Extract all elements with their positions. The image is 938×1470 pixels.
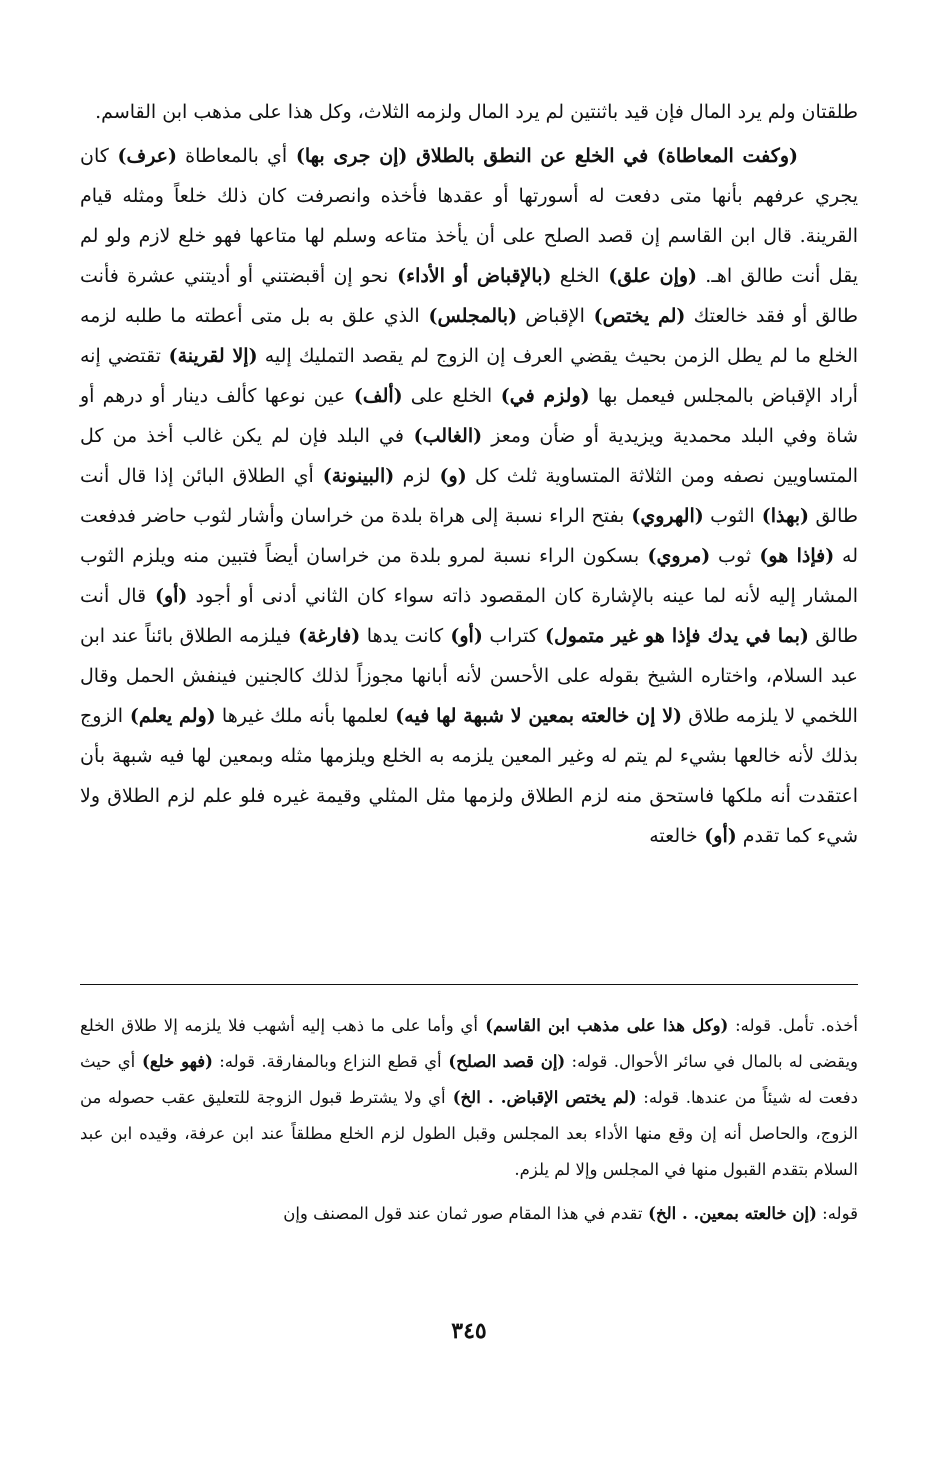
- commentary-text: الخلع: [551, 265, 600, 287]
- footnote-paragraph-1: [80, 1008, 858, 1188]
- commentary-text: أي ولا يشترط قبول الزوجة للتعليق عقب حصوله من الزوج، والحاصل أنه إن وقع منها الأداء بعد المجلس وقبل الطول لزم الخلع مطلقاً عند ابن عرفة، وقيده ابن عبد السلام بتقدم القبول منها في المجلس وإلا لم يلزم.: [80, 1088, 858, 1179]
- bold-matn-phrase: (وكل هذا على مذهب ابن القاسم): [477, 1016, 729, 1035]
- commentary-text: في البلد فإن لم يكن غالب أخذ من كل المتساويين نصفه ومن الثلاثة المتساوية ثلث كل: [80, 425, 859, 487]
- commentary-text: تقدم في هذا المقام صور ثمان عند قول المصنف وإن: [283, 1204, 643, 1223]
- bold-matn-phrase: (لم يختص الإقباض. . الخ): [445, 1088, 637, 1107]
- bold-matn-phrase: (وكفت المعاطاة) في الخلع عن النطق بالطلاق: [407, 145, 798, 167]
- bold-matn-phrase: (بما في يدك فإذا هو غير متمول): [537, 625, 809, 647]
- bold-matn-phrase: (عرف): [108, 145, 178, 167]
- bold-matn-phrase: (و): [430, 465, 467, 487]
- commentary-text: بفتح الراء نسبة إلى هراة بلدة من خراسان وأشار لثوب حاضر فدفعت له: [80, 505, 859, 567]
- commentary-text: أي بالمعاطاة: [177, 145, 288, 167]
- bold-matn-phrase: (أو): [697, 825, 737, 847]
- commentary-text: أي الطلاق البائن إذا قال أنت طالق: [80, 465, 858, 527]
- commentary-text: الثوب: [703, 505, 755, 527]
- commentary-text: فيلزمه الطلاق بائناً عند ابن عبد السلام، واختاره الشيخ بقوله على الأحسن لأنه أبانها مجوزاً لذلك كالجنين فينفش الحمل وقال اللخمي لا يلزمه طلاق: [80, 625, 858, 727]
- bold-matn-phrase: (فهو خلع): [135, 1052, 213, 1071]
- commentary-text: كان يجري عرفهم بأنها متى دفعت له أسورتها أو عقدها فأخذه وانصرفت كان ذلك خلعاً ومثله قيام القرينة. قال ابن القاسم إن قصد الصلح على أن يأخذ متاعه وسلم لها متاعها فهو خلع لازم ولو لم يقل أنت طالق اهـ.: [80, 145, 858, 287]
- bold-matn-phrase: (مروي): [639, 545, 711, 567]
- commentary-text: ثوب: [710, 545, 752, 567]
- footnote-separator-rule: [80, 984, 858, 985]
- page-number: ٣٤٥: [451, 1318, 487, 1344]
- commentary-text: تقتضي إنه أراد الإقباض بالمجلس فيعمل بها: [80, 345, 858, 407]
- bold-matn-phrase: (فارغة): [290, 625, 361, 647]
- bold-matn-phrase: (إن جرى بها): [287, 145, 408, 167]
- footnote-paragraph-2: [80, 1196, 858, 1232]
- bold-matn-phrase: (بهذا): [754, 505, 809, 527]
- commentary-text: بسكون الراء نسبة لمرو بلدة من خراسان أيضاً فتبين منه ويلزم الثوب المشار إليه لأنه لما عينه بالإشارة كان المقصود ذاته سواء كان الثاني أدنى أو أجود: [80, 545, 858, 607]
- bold-matn-phrase: (الغالب): [403, 425, 483, 447]
- commentary-text: عين نوعها كألف دينار أو درهم أو شاة وفي البلد محمدية ويزيدية أو ضأن ومعز: [80, 385, 858, 447]
- commentary-text: الإقباض: [517, 305, 585, 327]
- bold-matn-phrase: (فإذا هو): [751, 545, 835, 567]
- bold-matn-phrase: (ولم يعلم): [123, 705, 216, 727]
- bold-matn-phrase: (أو): [146, 585, 188, 607]
- commentary-text: لعلمها بأنه ملك غيرها: [215, 705, 389, 727]
- bold-matn-phrase: (بالمجلس): [419, 305, 518, 327]
- bold-matn-phrase: (ولزم في): [492, 385, 590, 407]
- bold-matn-phrase: (إن خالعته بمعين. . الخ): [642, 1204, 817, 1223]
- bold-matn-phrase: (إن قصد الصلح): [441, 1052, 566, 1071]
- commentary-text: الذي علق به بل متى أعطته ما طلبه لزمه الخلع ما لم يطل الزمن بحيث يقضي العرف إن الزوج لم يقصد التمليك إليه: [80, 305, 858, 367]
- commentary-text: أخذه. تأمل. قوله:: [728, 1016, 859, 1035]
- main-paragraph-2: [80, 136, 858, 856]
- bold-matn-phrase: (وإن علق): [599, 265, 698, 287]
- commentary-text: لزم: [394, 465, 431, 487]
- commentary-text: الزوج بذلك لأنه خالعها بشيء لم يتم له وغير المعين يلزمه به الخلع ويلزمها مثله وبمعين لها فيه شبهة بأن اعتقدت أنه ملكها فاستحق منه لزم الطلاق ولزمها مثل المثلي وقيمة غيره فلو علم لزم الطلاق ولا شيء كما تقدم: [80, 705, 858, 847]
- commentary-text: نحو إن أقبضتني أو أديتني عشرة فأنت طالق أو فقد خالعتك: [80, 265, 858, 327]
- commentary-text: قال أنت طالق: [80, 585, 858, 647]
- bold-matn-phrase: (إلا لقرينة): [160, 345, 258, 367]
- commentary-text: الخلع على: [402, 385, 493, 407]
- commentary-text: أي حيث دفعت له شيئاً من عندها. قوله:: [80, 1052, 858, 1107]
- main-text-block: [80, 92, 858, 856]
- commentary-text: كتراب: [482, 625, 538, 647]
- commentary-text: أي قطع النزاع وبالمفارقة. قوله:: [212, 1052, 442, 1071]
- bold-matn-phrase: (لا إن خالعته بمعين لا شبهة لها فيه): [388, 705, 683, 727]
- commentary-text: خالعته: [649, 825, 698, 847]
- bold-matn-phrase: (أو): [443, 625, 483, 647]
- footnotes-block: [80, 1008, 858, 1232]
- commentary-text: قوله:: [816, 1204, 858, 1223]
- bold-matn-phrase: (البينونة): [313, 465, 395, 487]
- commentary-text: كانت يدها: [360, 625, 444, 647]
- bold-matn-phrase: (ألف): [345, 385, 403, 407]
- main-paragraph-1: طلقتان ولم يرد المال فإن قيد باثنتين لم يرد المال ولزمه الثلاث، وكل هذا على مذهب ابن القاسم.: [95, 101, 858, 123]
- bold-matn-phrase: (لم يختص): [584, 305, 686, 327]
- bold-matn-phrase: (الهروي): [624, 505, 704, 527]
- bold-matn-phrase: (بالإقباض أو الأداء): [388, 265, 552, 287]
- commentary-text: أي وأما على ما ذهب إليه أشهب فلا يلزمه إلا طلاق الخلع ويقضى له بالمال في سائر الأحوال. قوله:: [80, 1016, 859, 1071]
